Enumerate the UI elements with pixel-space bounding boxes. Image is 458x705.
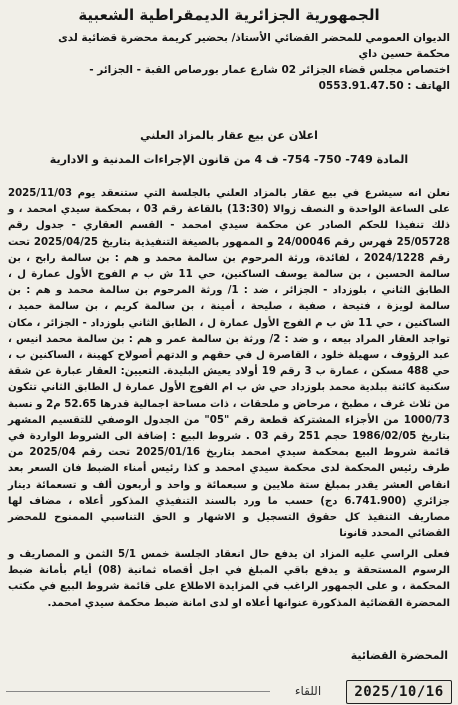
notice-body: نعلن انه سيشرع في بيع عقار بالمزاد العلني بالجلسة التي ستنعقد يوم 2025/11/03 على الساعة الواحدة و النصف زوالا (13:30) بالقاعة رقم 03 ، بمحكمة سيدي امحمد ، و ذلك تنفيذا للحكم الصادر عن محكمة سيدي امحمد - القسم العقاري - جدول رقم 25/05728 فهرس رقم 24/00046 و الممهور بالصيغة التنفيذية بتاريخ 2025/04/25 تحت رقم 2024/1228 ، لفائدة، ورثة المرحوم بن سالمة محمد و هم : بن سالمة رابح ، بن سالمة الحسين ، بن سالمة يوسف الساكنين، حي 11 ش ب م الفوج الأول عمارة ل ، الطابق الثاني ، بلوزداد - الجزائر ، ضد : 1/ ورثة المرحوم بن سالمة محمد و هم : بن سالمة لويزة ، فتيحة ، صفية ، صليحة ، أمينة ، بن سالمة كريم ، بن سالمة حميد ، الساكنين ، حي 11 ش ب م الفوج الأول عمارة ل ، الطابق الثاني بلوزداد - الجزائر ، مكان تواجد العقار المراد بيعه ، و ضد : 2/ ورثة بن سالمة عمر و هم : بن سالمة محمد انيس ، عبد الرؤوف ، سهيلة خلود ، القاصرة ل في حقهم و الدتهم أصولاح كهينة ، الساكنين ب ، حي 488 مسكن ، عمارة ب 3 رقم 19 أولاد يعيش البليدة. التعيين: العقار عبارة عن شقة سكنية كائنة ببلدية محمد بلوزداد حي ش ب ام الفوج الأول عمارة ل الطابق الثاني تتكون من ثلاث غرف ، مطبخ ، مرحاض و ملحقات ، ذات مساحة اجمالية قدرها 52.65 م2 و نسبة 1000/73 من الأجزاء المشتركة قطعة رقم "05" من الجدول الوصفي للتقسيم المشهر بتاريخ 1986/02/05 حجم 251 رقم 03 . شروط البيع : إضافة الى الشروط الواردة في قائمة شروط البيع بمحكمة سيدي امحمد بتاريخ 2025/01/16 تحت رقم 2025/04 من طرف رئيس المحكمة لدى محكمة سيدي امحمد و كذا رئيس أمناء الضبط فان السعر بعد انقاص العشر يقدر بمبلغ ستة ملايين و سبعمائة و واحد و أربعون ألف و تسعمائة دينار جزائري (6.741.900 دج) حسب ما ورد بالسند التنفيذي المذكور أعلاه ، مضاف لها مصاريف التنفيذ كل حقوق التسجيل و الاشهار و الحق التناسبي الممنوح للمحضر القضائي المحدد قانونا	[8, 188, 451, 540]
signature: المحضرة القضائية	[350, 649, 448, 662]
republic-header: الجمهورية الجزائرية الديمقراطية الشعبية	[78, 6, 380, 24]
court-line: محكمة حسين داي	[358, 48, 450, 60]
announcement-title: اعلان عن بيع عقار بالمزاد العلني	[140, 129, 318, 142]
bailiff-name-line: الديوان العمومي للمحضر القضائي الأستاذ/ بحضير كريمة محضرة قضائية لدى	[58, 32, 450, 44]
phone-line: الهاتف : 0553.91.47.50	[318, 80, 450, 92]
publication-date: 2025/10/16	[346, 680, 452, 704]
law-articles: المادة 749- 750- 754- ف 4 من قانون الإجراءات المدنية و الادارية	[49, 153, 409, 166]
payment-terms: فعلى الراسي عليه المزاد ان يدفع حال انعقاد الجلسة خمس 5/1 الثمن و المصاريف و الرسوم المستحقة و يدفع باقي المبلغ في اجل أقصاه ثمانية (08) أيام بأمانة ضبط المحكمة ، و على الجمهور الراغب في المزايدة الاطلاع على قائمة شروط البيع في مكتب المحضرة القضائية المذكورة عنوانها أعلاه او لدى امانة ضبط محكمة سيدي امحمد.	[8, 549, 450, 609]
footer-rule	[6, 691, 270, 692]
newspaper-name: اللقاء	[294, 684, 322, 698]
bailiff-office-info	[8, 30, 450, 94]
address-line: اختصاص مجلس قضاء الجزائر 02 شارع عمار بورصاص القبة - الجزائر -	[89, 64, 450, 76]
